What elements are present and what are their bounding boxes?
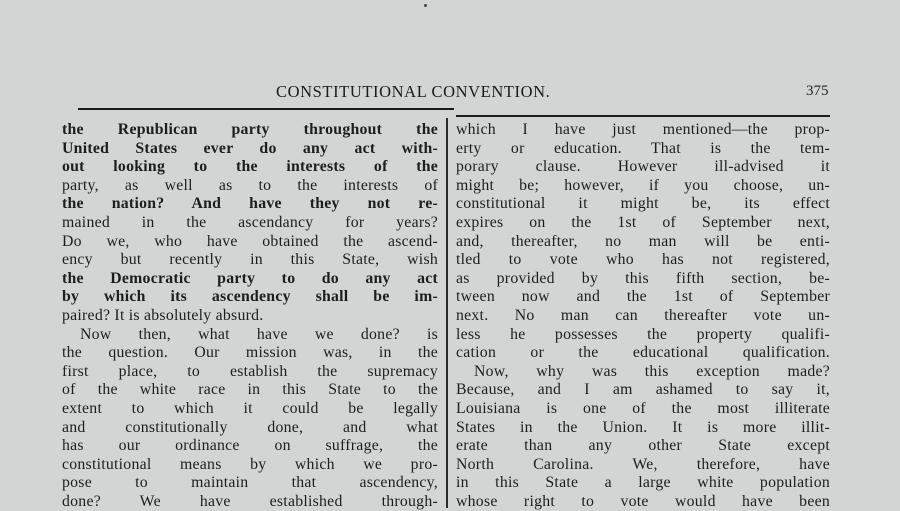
- text-line: by which its ascendency shall be im-: [62, 288, 438, 306]
- text-line: might be; however, if you choose, un-: [456, 176, 830, 194]
- text-line: Do we, who have obtained the ascend-: [62, 232, 438, 250]
- text-line: erty or education. That is the tem-: [456, 139, 830, 157]
- right-column: [456, 121, 830, 511]
- ink-speck: [424, 4, 427, 7]
- text-line: erate than any other State except: [456, 437, 830, 455]
- text-line: Now, why was this exception made?: [474, 362, 830, 380]
- text-line: constitutional means by which we pro-: [62, 455, 438, 473]
- text-line: Louisiana is one of the most illiterate: [456, 399, 830, 417]
- text-line: extent to which it could be legally: [62, 399, 438, 417]
- header-rule-left: [78, 108, 454, 110]
- text-line: first place, to establish the supremacy: [62, 362, 438, 380]
- text-line: ency but recently in this State, wish: [62, 251, 438, 269]
- text-line: and constitutionally done, and what: [62, 418, 438, 436]
- page-number: 375: [806, 83, 829, 99]
- text-line: out looking to the interests of the: [62, 158, 438, 176]
- text-line: in this State a large white population: [456, 474, 830, 492]
- text-line: of the white race in this State to the: [62, 381, 438, 399]
- text-line: done? We have established through-: [62, 492, 438, 510]
- text-line: party, as well as to the interests of: [62, 176, 438, 194]
- text-line: as provided by this fifth section, be-: [456, 269, 830, 287]
- text-line: next. No man can thereafter vote un-: [456, 306, 830, 324]
- text-line: Now then, what have we done? is: [80, 325, 438, 343]
- text-line: tween now and the 1st of September: [456, 288, 830, 306]
- text-line: tled to vote who has not registered,: [456, 251, 830, 269]
- text-line: porary clause. However ill-advised it: [456, 158, 830, 176]
- text-line: whose right to vote would have been: [456, 492, 830, 510]
- text-line: United States ever do any act with-: [62, 139, 438, 157]
- text-line: cation or the educational qualification.: [456, 344, 830, 362]
- column-divider: [446, 118, 448, 508]
- left-column: [62, 121, 438, 511]
- text-line: the nation? And have they not re-: [62, 195, 438, 213]
- text-line: the Democratic party to do any act: [62, 269, 438, 287]
- running-head: CONSTITUTIONAL CONVENTION.: [276, 82, 551, 101]
- text-line: expires on the 1st of September next,: [456, 213, 830, 231]
- text-line: less he possesses the property qualifi-: [456, 325, 830, 343]
- text-line: which I have just mentioned—the prop-: [456, 121, 830, 138]
- text-line: paired? It is absolutely absurd.: [62, 306, 264, 324]
- text-line: has our ordinance on suffrage, the: [62, 437, 438, 455]
- text-line: pose to maintain that ascendency,: [62, 474, 438, 492]
- text-line: States in the Union. It is more illit-: [456, 418, 830, 436]
- text-line: the question. Our mission was, in the: [62, 344, 438, 362]
- text-line: mained in the ascendancy for years?: [62, 213, 438, 231]
- text-line: and, thereafter, no man will be enti-: [456, 232, 830, 250]
- header-rule-right: [456, 115, 830, 117]
- text-line: the Republican party throughout the: [62, 121, 438, 138]
- text-line: North Carolina. We, therefore, have: [456, 455, 830, 473]
- text-line: constitutional it might be, its effect: [456, 195, 830, 213]
- text-line: Because, and I am ashamed to say it,: [456, 381, 830, 399]
